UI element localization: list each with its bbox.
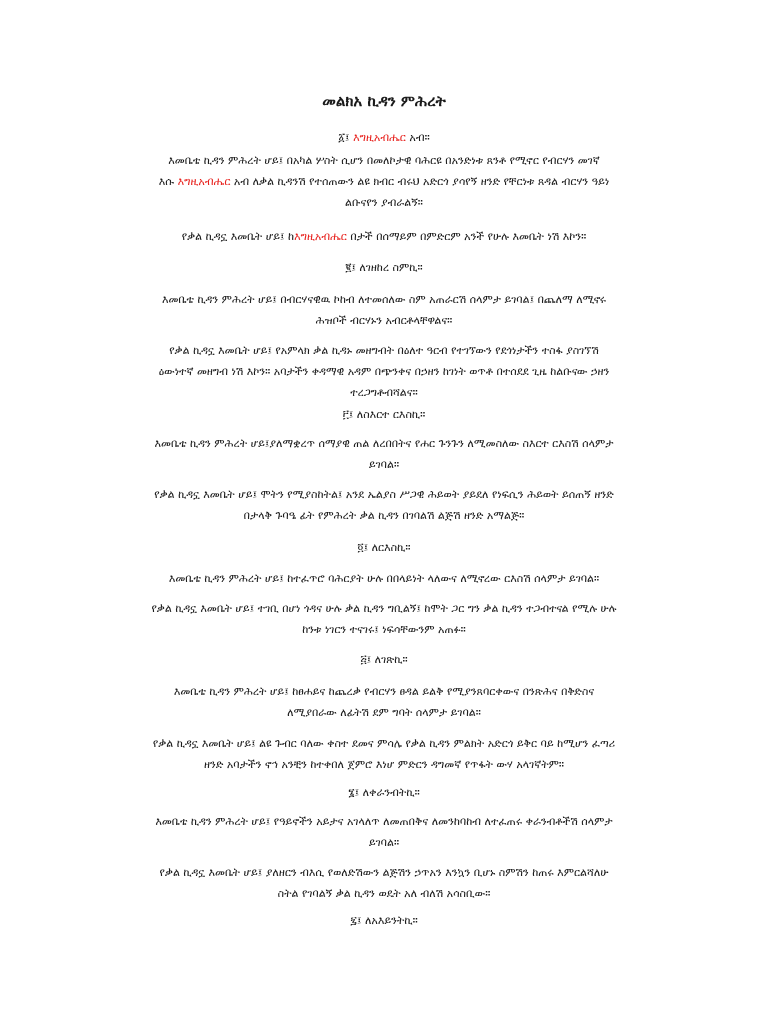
paragraph: [92, 433, 676, 475]
section-heading-3: ፫፤ ለስእርተ ርእስኪ።: [342, 408, 426, 421]
paragraph-line: የቃል ኪዳኗ እመቤት ሆይ፤ ልዩ ጉብር ባለው ቀስተ ደመና ምሳሌ የቃል ኪዳን ምልክት አድርጎ ይቅር ባይ ከሚሆን ፈጣሪ: [152, 737, 616, 750]
paragraph: [92, 811, 676, 853]
section-heading-1: [0, 131, 768, 145]
paragraph: [92, 568, 676, 589]
paragraph: [92, 733, 676, 775]
highlighted-name: እግዚአብሔር: [294, 230, 347, 243]
paragraph-line: [92, 226, 676, 247]
paragraph-line: ዘንድ አባታችን ኖኅ አንቺን ከተቀበለ ጀምሮ እነሆ ምድርን ዳግመኛ የጥፋት ውሃ አላገኛትም።: [203, 758, 565, 771]
paragraph: [92, 862, 676, 904]
paragraph-line: ሕዝቦች ብርሃኑን አብርቶላቸዋልና።: [315, 314, 453, 327]
highlighted-name: እግዚአብሔር: [353, 131, 406, 144]
paragraph-line: እመቤቴ ኪዳን ምሕረት ሆይ፤ያለማቋረጥ ሰማያዊ ጠል ለረበበትና የሐር ጉንጉን ለሚመስለው ስእርተ ርእስሽ ሰላምታ: [154, 437, 614, 450]
paragraph: [92, 484, 676, 526]
paragraph-line: ከንቱ ነገርን ተናገሩ፤ ነፍሳቸውንም አጠፉ።: [302, 623, 466, 636]
paragraph-line: የቃል ኪዳኗ እመቤት ሆይ፤ ተገቢ በሆነ ጎዳና ሁሉ ቃል ኪዳን ግቢልኝ፤ ከሞት ጋር ግን ቃል ኪዳን ተጋብተናል የሚሉ ሁሉ: [151, 602, 617, 615]
paragraph-line: ዕውነተኛ መዘግብ ነሽ እኮን። አባታችን ቀዳማዊ አዳም በጭንቀና በኃዘን ከገነት ወጥቶ በተሰደደ ጊዜ ከልቡናው ኃዘን: [158, 365, 610, 378]
paragraph-line: ለሚያበራው ለፊትሽ ደም ግባት ሰላምታ ይገባል።: [287, 706, 481, 719]
heading-text: አብ።: [405, 131, 430, 144]
paragraph-line: ይገባል።: [368, 458, 400, 471]
highlighted-name: እግዚአብሔር: [177, 175, 231, 188]
paragraph-line: እመቤቴ ኪዳን ምሕረት ሆይ፤ በአካል ሦስት ሲሆን በመለኮታዊ ባሕርዩ በአንድነቱ ጸንቶ የሚኖር የብርሃን መገኛ: [168, 154, 600, 167]
section-heading-7: ፯፤ ለአእይንትኪ።: [350, 914, 418, 927]
section-heading-6: ፮፤ ለቀራንብትኪ።: [348, 786, 420, 799]
paragraph-line: ይገባል።: [368, 836, 400, 849]
paragraph: [92, 340, 676, 403]
heading-number: ፩፤: [338, 131, 350, 144]
paragraph-line: ልቡናየን ያብራልኝ።: [345, 196, 423, 209]
paragraph-line: ተረጋግቶብሻልና።: [350, 386, 418, 399]
paragraph-line: እመቤቴ ኪዳን ምሕረት ሆይ፤ በብርሃናዊዉ ኮከብ ለተመሰለው ስም አጠራርሽ ሰላምታ ይገባል፤ በጨለማ ለሚኖሩ: [161, 293, 607, 306]
line-text: አብ ለቃል ኪዳንሽ የተሰጠውን ልዩ ክብር ብሩህ አድርጎ ያሳየኝ ዘንድ የቸርነቱ ጸዳል ብርሃን ዓይነ: [230, 175, 610, 188]
line-text: በታች በሰማይም በምድርም አንች የሁሉ እመቤት ነሽ እኮን።: [346, 230, 587, 243]
paragraph-line: እመቤቴ ኪዳን ምሕረት ሆይ፤ ከፀሐይና ከጨረቃ የብርሃን ፀዳል ይልቅ የሚያንጸባርቀውና በንጽሕና በቅድስና: [173, 685, 595, 698]
paragraph-line: [92, 171, 676, 192]
section-heading-2: ፪፤ ለገዘከረ ስምኪ።: [345, 261, 423, 274]
paragraph-line: እመቤቴ ኪዳን ምሕረት ሆይ፤ ከተፈጥሮ ባሕርያት ሁሉ በበላይነት ላለውና ለሚኖረው ርእስሽ ሰላምታ ይገባል።: [168, 572, 600, 585]
section-heading-5: ፭፤ ለገጽኪ።: [360, 653, 408, 666]
paragraph: [92, 150, 676, 213]
paragraph-line: የቃል ኪዳኗ እመቤት ሆይ፤ ሞትን የሚያስከትል፤ አንደ ኤልያስ ሥጋዊ ሕይወት ያይደለ የነፍሲን ሕይወት ይሰጠኝ ዘንድ: [154, 488, 614, 501]
paragraph: [92, 289, 676, 331]
paragraph: [92, 681, 676, 723]
paragraph-line: የቃል ኪዳኗ እመቤት ሆይ፤ የአምላክ ቃል ኪዳኑ መዘግብት በዕለተ ዓርብ የተገኘውን የደጎነታችን ተስፋ ያስገኘሽ: [169, 344, 599, 357]
paragraph-line: የቃል ኪዳኗ እመቤት ሆይ፤ ያለዘርን ብእሲ የወለድሽውን ልጅሽን ኃጥአን እንኳን ቢሆኑ ስምሽን ከጠሩ እምርልሻለሁ: [159, 866, 609, 879]
line-text: የቃል ኪዳኗ እመቤት ሆይ፤ ከ: [181, 230, 295, 243]
line-text: እሱ: [158, 175, 178, 188]
document-title: መልክአ ኪዳን ምሕረት: [322, 92, 446, 110]
paragraph: [92, 598, 676, 640]
paragraph-line: በታላቅ ጉባዔ ፊት የምሕረት ቃል ኪዳን በገባልሽ ልጅሽ ዘንድ አማልጅ።: [243, 509, 525, 522]
paragraph-line: ስትል የገባልኝ ቃል ኪዳን ወዴት አለ ብለሽ አሳስቢው።: [277, 887, 491, 900]
paragraph: [92, 226, 676, 247]
paragraph-line: እመቤቴ ኪዳን ምሕረት ሆይ፤ የዓይኖችን አይታና አገላለጥ ለመጠበቅና ለመንከባከብ ለተፈጠሩ ቀራንብቶችሽ ሰላምታ: [155, 815, 613, 828]
section-heading-4: ፬፤ ለርእስኪ።: [357, 541, 411, 554]
